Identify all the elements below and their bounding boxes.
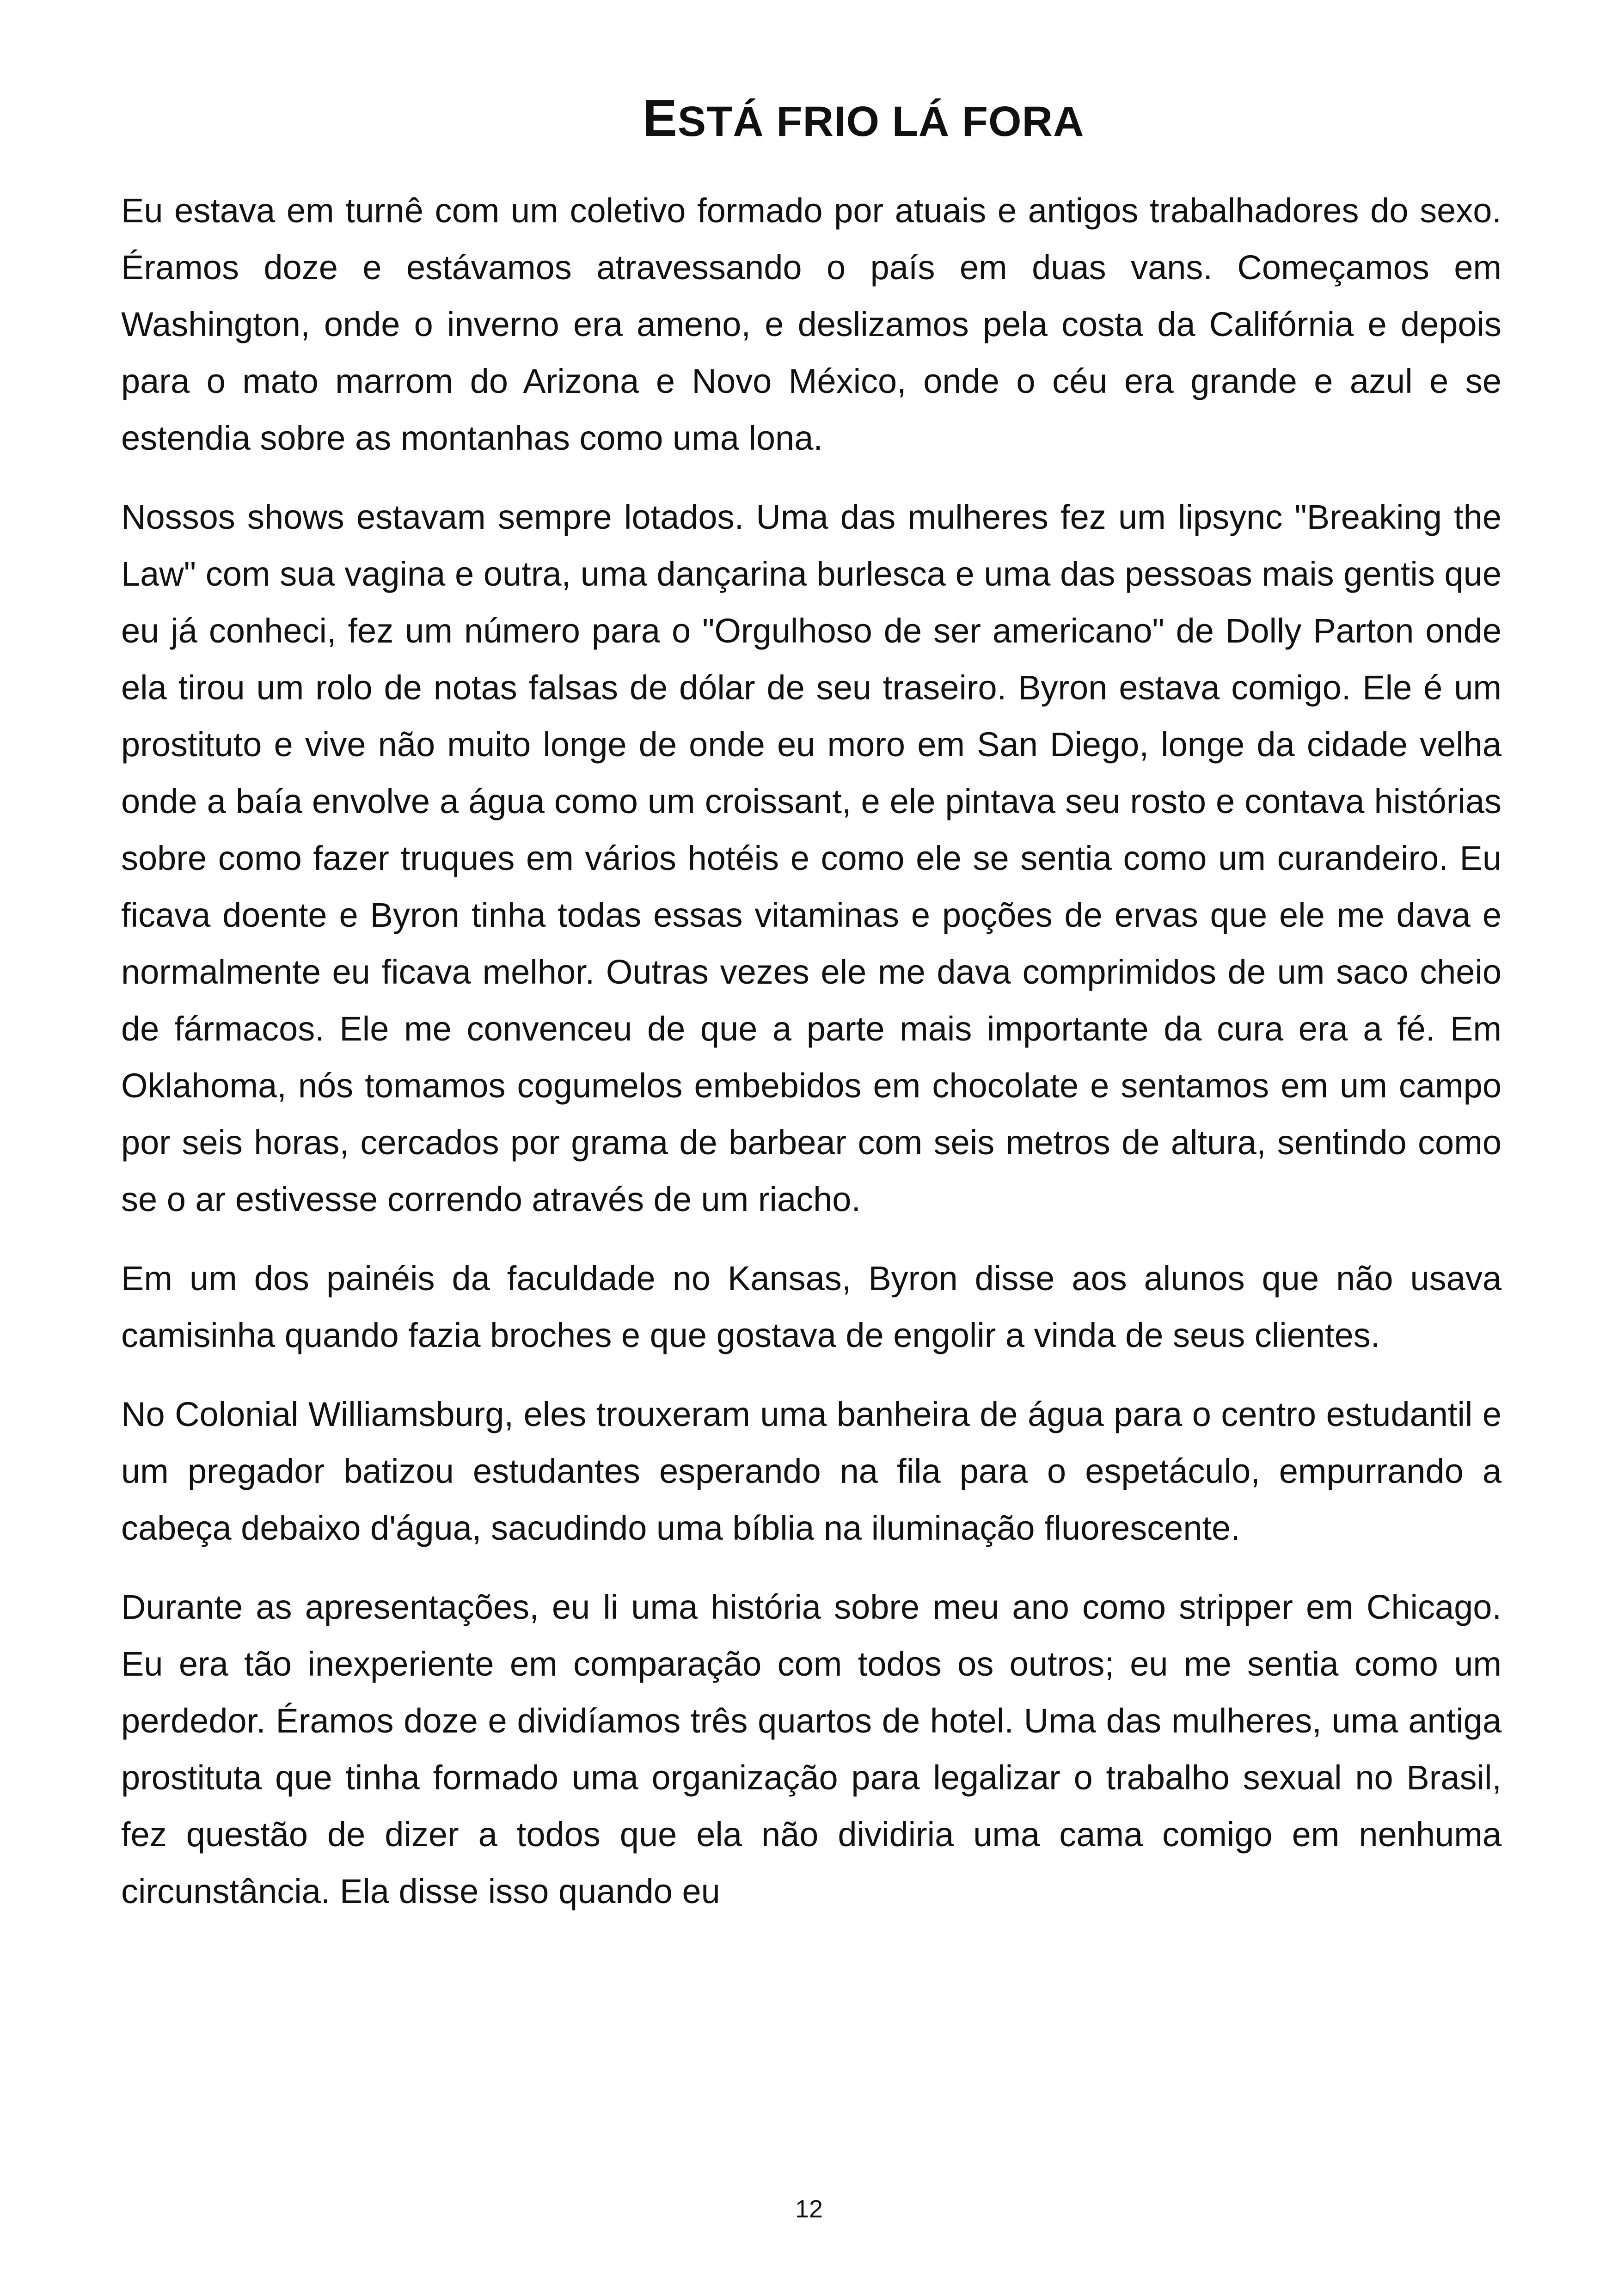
paragraph-5: Durante as apresentações, eu li uma história sobre meu ano como stripper em Chicago. Eu era tão inexperiente em comparação com todos os outros; eu me sentia como um perdedor. Éramos doze e dividíamos três quartos de hotel. Uma das mulheres, uma antiga prostituta que tinha formado uma organização para legalizar o trabalho sexual no Brasil, fez questão de dizer a todos que ela não dividiria uma cama comigo em nenhuma circunstância. Ela disse isso quando eu — [121, 1588, 1502, 1910]
paragraph-3: Em um dos painéis da faculdade no Kansas, Byron disse aos alunos que não usava camisinha quando fazia broches e que gostava de engolir a vinda de seus clientes. — [121, 1259, 1502, 1354]
paragraph-1: Eu estava em turnê com um coletivo formado por atuais e antigos trabalhadores do sexo. Éramos doze e estávamos atravessando o país em duas vans. Começamos em Washington, onde o inverno era ameno, e deslizamos pela costa da Califórnia e depois para o mato marrom do Arizona e Novo México, onde o céu era grande e azul e se estendia sobre as montanhas como uma lona. — [121, 191, 1502, 457]
paragraph-2: Nossos shows estavam sempre lotados. Uma das mulheres fez um lipsync "Breaking the Law" com sua vagina e outra, uma dançarina burlesca e uma das pessoas mais gentis que eu já conheci, fez um número para o "Orgulhoso de ser americano" de Dolly Parton onde ela tirou um rolo de notas falsas de dólar de seu traseiro. Byron estava comigo. Ele é um prostituto e vive não muito longe de onde eu moro em San Diego, longe da cidade velha onde a baía envolve a água como um croissant, e ele pintava seu rosto e contava histórias sobre como fazer truques em vários hotéis e como ele se sentia como um curandeiro. Eu ficava doente e Byron tinha todas essas vitaminas e poções de ervas que ele me dava e normalmente eu ficava melhor. Outras vezes ele me dava comprimidos de um saco cheio de fármacos. Ele me convenceu de que a parte mais importante da cura era a fé. Em Oklahoma, nós tomamos cogumelos embebidos em chocolate e sentamos em um campo por seis horas, cercados por grama de barbear com seis metros de altura, sentindo como se o ar estivesse correndo através de um riacho. — [121, 498, 1502, 1218]
page-number: 12 — [795, 2195, 823, 2223]
chapter-title-rest: STÁ FRIO LÁ FORA — [677, 98, 1085, 145]
chapter-title-initial: E — [643, 89, 678, 147]
paragraph-4: No Colonial Williamsburg, eles trouxeram uma banheira de água para o centro estudantil e um pregador batizou estudantes esperando na fila para o espetáculo, empurrando a cabeça debaixo d'água, sacudindo uma bíblia na iluminação fluorescente. — [121, 1395, 1502, 1547]
body-text — [121, 182, 1502, 1942]
chapter-title — [643, 89, 1085, 147]
